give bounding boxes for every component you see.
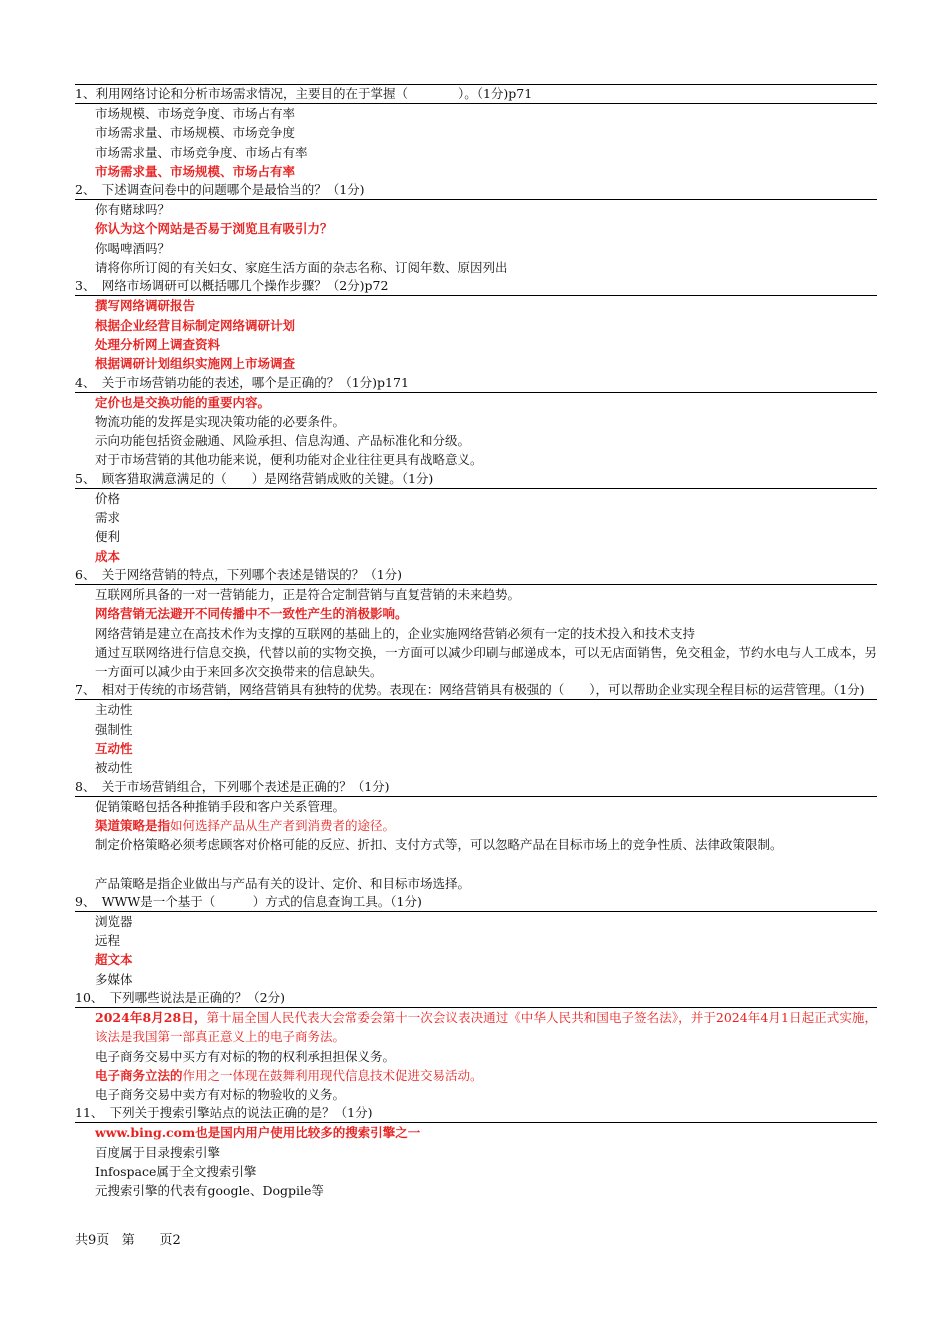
answer-option xyxy=(75,624,877,643)
option-text: 价格 xyxy=(95,490,121,506)
answer-option-correct xyxy=(75,1123,877,1142)
question-stem: 7、 相对于传统的市场营销，网络营销具有独特的优势。表现在：网络营销具有极强的（ ），可以帮助企业实现全程目标的运营管理。（1分) xyxy=(75,681,877,700)
option-text: 市场需求量、市场规模、市场占有率 xyxy=(95,163,296,179)
option-text: 物流功能的发挥是实现决策功能的必要条件。 xyxy=(95,413,346,429)
answer-option xyxy=(75,1181,877,1200)
question-stem: 9、 WWW是一个基于（ ）方式的信息查询工具。（1分) xyxy=(75,893,877,912)
option-text: 你有赌球吗？ xyxy=(95,202,171,218)
option-text: 产品策略是指企业做出与产品有关的设计、定价、和目标市场选择。 xyxy=(95,875,471,891)
option-text: www.bing.com也是国内用户使用比较多的搜索引擎之一 xyxy=(95,1125,421,1141)
answer-option xyxy=(75,143,877,162)
question-stem: 1、利用网络讨论和分析市场需求情况，主要目的在于掌握（ ）。（1分)p71 xyxy=(75,85,877,104)
answer-option xyxy=(75,758,877,777)
answer-option xyxy=(75,431,877,450)
option-text: 定价也是交换功能的重要内容。 xyxy=(95,394,271,410)
option-text: 互联网所具备的一对一营销能力，正是符合定制营销与直复营销的未来趋势。 xyxy=(95,586,521,602)
answer-option xyxy=(75,585,877,604)
answer-option xyxy=(75,797,877,816)
option-text: 强制性 xyxy=(95,721,133,737)
answer-option xyxy=(75,835,877,854)
answer-option xyxy=(75,931,877,950)
answer-option-correct xyxy=(75,950,877,969)
option-text: 百度属于目录搜索引擎 xyxy=(95,1144,221,1160)
option-text: 主动性 xyxy=(95,702,133,718)
option-text: 便利 xyxy=(95,529,121,545)
question-stem: 11、 下列关于搜索引擎站点的说法正确的是？（1分) xyxy=(75,1104,877,1123)
option-text: 市场规模、市场竞争度、市场占有率 xyxy=(95,106,296,121)
answer-option-correct xyxy=(75,739,877,758)
answer-option-correct xyxy=(75,219,877,238)
option-text: 2024年8月28日， xyxy=(95,1009,207,1025)
option-text: 浏览器 xyxy=(95,913,133,929)
option-text: 你喝啤酒吗？ xyxy=(95,240,171,256)
answer-option-correct xyxy=(75,335,877,354)
question-stem: 5、 顾客猎取满意满足的（ ）是网络营销成败的关键。（1分) xyxy=(75,470,877,489)
option-text: 远程 xyxy=(95,933,121,949)
option-text-suffix: 如何选择产品从生产者到消费者的途径。 xyxy=(170,817,396,833)
page-footer xyxy=(75,1232,181,1250)
question-stem: 10、 下列哪些说法是正确的？（2分) xyxy=(75,989,877,1008)
answer-option-correct xyxy=(75,604,877,623)
option-text: 根据调研计划组织实施网上市场调查 xyxy=(95,356,296,372)
option-text: 元搜索引擎的代表有google、Dogpile等 xyxy=(95,1183,324,1199)
question-list xyxy=(75,85,877,1201)
option-text: 请将你所订阅的有关妇女、家庭生活方面的杂志名称、订阅年数、原因列出 xyxy=(95,260,508,276)
option-text: 对于市场营销的其他功能来说，便利功能对企业往往更具有战略意义。 xyxy=(95,452,483,468)
answer-option xyxy=(75,874,877,893)
answer-option xyxy=(75,643,877,682)
option-text: 电子商务交易中买方有对标的物的权利承担担保义务。 xyxy=(95,1048,396,1064)
option-text: 你认为这个网站是否易于浏览且有吸引力？ xyxy=(95,221,333,237)
answer-option-correct xyxy=(75,354,877,373)
answer-option xyxy=(75,1085,877,1104)
option-text: 成本 xyxy=(95,548,121,564)
option-text: 需求 xyxy=(95,510,121,526)
option-text: 电子商务立法的 xyxy=(95,1067,183,1083)
option-text: 渠道策略是指 xyxy=(95,817,171,833)
option-text: 多媒体 xyxy=(95,971,133,987)
answer-option-correct xyxy=(75,547,877,566)
answer-option xyxy=(75,412,877,431)
footer-page-label: 第 xyxy=(121,1233,135,1248)
question-stem: 4、 关于市场营销功能的表述，哪个是正确的？（1分)p171 xyxy=(75,374,877,393)
answer-option xyxy=(75,700,877,719)
option-text: 处理分析网上调查资料 xyxy=(95,336,221,352)
option-text: 根据企业经营目标制定网络调研计划 xyxy=(95,317,296,333)
question-stem: 3、 网络市场调研可以概括哪几个操作步骤？（2分)p72 xyxy=(75,277,877,296)
answer-option xyxy=(75,970,877,989)
answer-option xyxy=(75,489,877,508)
option-text: 通过互联网络进行信息交换，代替以前的实物交换，一方面可以减少印刷与邮递成本，可以无店面销售，免交租金，节约水电与人工成本，另一方面可以减少由于来回多次交换带来的信息缺失。 xyxy=(95,644,877,680)
footer-page-num: 2 xyxy=(172,1233,181,1248)
footer-page-word: 页 xyxy=(159,1233,173,1248)
option-text: 市场需求量、市场规模、市场竞争度 xyxy=(95,125,296,141)
question-stem: 2、 下述调查问卷中的问题哪个是最恰当的？（1分) xyxy=(75,181,877,200)
answer-option xyxy=(75,720,877,739)
answer-option-correct xyxy=(75,816,877,835)
option-text: 制定价格策略必须考虑顾客对价格可能的反应、折扣、支付方式等，可以忽略产品在目标市场上的竞争性质、法律政策限制。 xyxy=(95,837,783,853)
answer-option xyxy=(75,1143,877,1162)
answer-option-correct xyxy=(75,393,877,412)
option-text: 互动性 xyxy=(95,741,133,757)
answer-option xyxy=(75,258,877,277)
option-text: 超文本 xyxy=(95,952,133,968)
answer-option xyxy=(75,123,877,142)
answer-option-correct xyxy=(75,1066,877,1085)
answer-option xyxy=(75,508,877,527)
option-text: 促销策略包括各种推销手段和客户关系管理。 xyxy=(95,798,346,814)
answer-option-correct xyxy=(75,162,877,181)
answer-option xyxy=(75,1047,877,1066)
option-text: 示向功能包括资金融通、风险承担、信息沟通、产品标准化和分级。 xyxy=(95,433,471,449)
answer-option xyxy=(75,855,877,874)
answer-option xyxy=(75,527,877,546)
answer-option-correct xyxy=(75,296,877,315)
answer-option-correct xyxy=(75,1008,877,1047)
option-text: 网络营销无法避开不同传播中不一致性产生的消极影响。 xyxy=(95,606,408,622)
option-text-suffix: 作用之一体现在鼓舞利用现代信息技术促进交易活动。 xyxy=(182,1067,483,1083)
answer-option xyxy=(75,450,877,469)
option-text: 市场需求量、市场竞争度、市场占有率 xyxy=(95,144,308,160)
option-text: Infospace属于全文搜索引擎 xyxy=(95,1164,257,1180)
answer-option xyxy=(75,239,877,258)
footer-total: 共9页 xyxy=(75,1233,110,1248)
question-stem: 8、 关于市场营销组合，下列哪个表述是正确的？（1分) xyxy=(75,778,877,797)
answer-option xyxy=(75,912,877,931)
answer-option-correct xyxy=(75,316,877,335)
answer-option xyxy=(75,104,877,123)
answer-option xyxy=(75,1162,877,1181)
answer-option xyxy=(75,200,877,219)
option-text: 被动性 xyxy=(95,760,133,776)
option-text: 电子商务交易中卖方有对标的物验收的义务。 xyxy=(95,1087,346,1103)
option-text-suffix: 第十届全国人民代表大会常委会第十一次会议表决通过《中华人民共和国电子签名法》，并于2024年4月1日起正式实施，该法是我国第一部真正意义上的电子商务法。 xyxy=(95,1009,877,1045)
option-text: 网络营销是建立在高技术作为支撑的互联网的基础上的，企业实施网络营销必须有一定的技术投入和技术支持 xyxy=(95,625,696,641)
option-text: 撰写网络调研报告 xyxy=(95,298,196,314)
question-stem: 6、 关于网络营销的特点，下列哪个表述是错误的？（1分) xyxy=(75,566,877,585)
exam-page xyxy=(75,84,877,1201)
